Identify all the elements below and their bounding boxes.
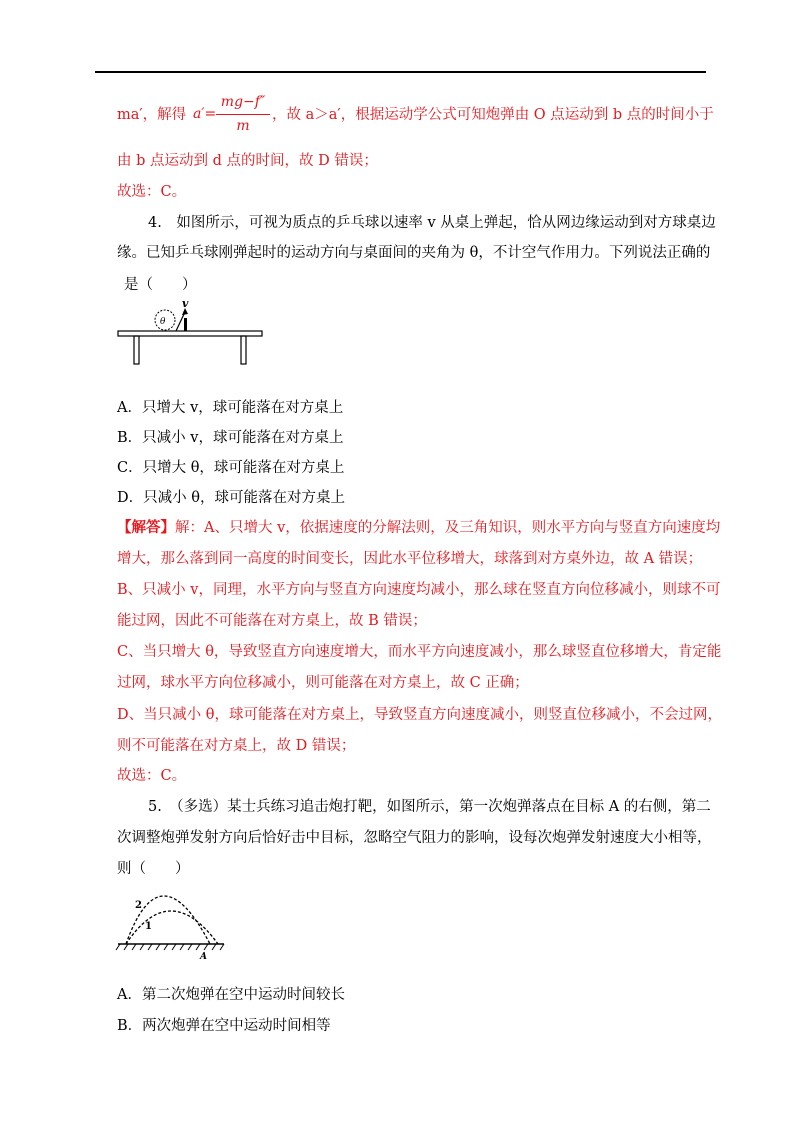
q4-answer-line5: C、当只增大 θ，导致竖直方向速度增大，而水平方向速度减小，那么球竖直位移增大，肯定能 [117,644,722,660]
q5-stem-line1: 5. （多选）某士兵练习追击炮打靶，如图所示，第一次炮弹落点在目标 A 的右侧，第二 [148,799,711,815]
q4-stem-line2: 缘。已知乒乓球刚弹起时的运动方向与桌面间的夹角为 θ，不计空气作用力。下列说法正确的 [117,245,711,261]
q4-option-b: B．只减小 v，球可能落在对方桌上 [117,430,344,446]
q4-answer-line4: 能过网，因此不可能落在对方桌上，故 B 错误； [117,613,427,629]
prev-answer-line1-suffix: ，故 a＞a′，根据运动学公式可知炮弹由 O 点运动到 b 点的时间小于 [272,107,714,123]
q4-answer-line8: 则不可能落在对方桌上，故 D 错误； [117,738,356,754]
prev-answer-line2: 由 b 点运动到 d 点的时间，故 D 错误； [117,153,378,169]
q4-answer-line1 [117,518,720,538]
table-leg-left [134,336,139,364]
q4-stem-line3: 是（ ） [124,277,197,293]
formula-numerator: mg−f″ [220,94,266,110]
table-top [118,331,262,336]
trajectory-1 [126,911,218,944]
q4-option-c: C．只增大 θ，球可能落在对方桌上 [117,460,345,476]
q5-stem-line3: 则（ ） [117,861,190,877]
q5-option-b: B．两次炮弹在空中运动时间相等 [117,1018,331,1034]
q5-stem-line2: 次调整炮弹发射方向后恰好击中目标，忽略空气阻力的影响，设每次炮弹发射速度大小相等， [117,830,712,846]
path-2-label: 2 [135,900,142,911]
artillery-figure [112,880,230,962]
formula-lhs: a′= [193,106,217,122]
q5-option-a: A．第二次炮弹在空中运动时间较长 [117,987,345,1003]
velocity-arrow [176,312,185,331]
q4-answer-line7: D、当只减小 θ，球可能落在对方桌上，导致竖直方向速度减小，则竖直位移减小，不会过网， [117,707,722,723]
ground-hatching [116,944,224,950]
q4-answer-line3: B、只减小 v，同理，水平方向与竖直方向速度均减小，那么球在竖直方向位移减小，则球不可 [117,582,721,598]
q4-option-a: A．只增大 v，球可能落在对方桌上 [117,400,344,416]
q4-answer-text1: 解：A、只增大 v，依据速度的分解法则，及三角知识，则水平方向与竖直方向速度均 [175,520,721,536]
prev-answer-conclusion: 故选：C。 [117,184,187,200]
answer-tag: 【解答】 [117,519,175,536]
q4-stem-line1: 4. 如图所示，可视为质点的乒乓球以速率 v 从桌上弹起，恰从网边缘运动到对方球桌边 [148,215,716,231]
formula-denominator: m [236,118,250,134]
path-1-label: 1 [145,921,152,932]
q4-conclusion: 故选：C。 [117,768,187,784]
fraction-bar [216,114,270,115]
velocity-label: v [182,297,189,310]
target-label: A [200,952,207,962]
q4-option-d: D．只减小 θ，球可能落在对方桌上 [117,490,345,506]
q4-answer-line2: 增大，那么落到同一高度的时间变长，因此水平位移增大，球落到对方桌外边，故 A 错误； [117,551,703,567]
prev-answer-line1-prefix: ma′，解得 [117,107,187,123]
angle-label: θ [160,317,166,327]
header-rule [95,71,706,73]
q4-answer-line6: 过网，球水平方向位移减小，则可能落在对方桌上，故 C 正确； [117,675,529,691]
ping-pong-table-figure [112,296,272,368]
table-leg-right [241,336,246,364]
net-post [184,318,187,331]
